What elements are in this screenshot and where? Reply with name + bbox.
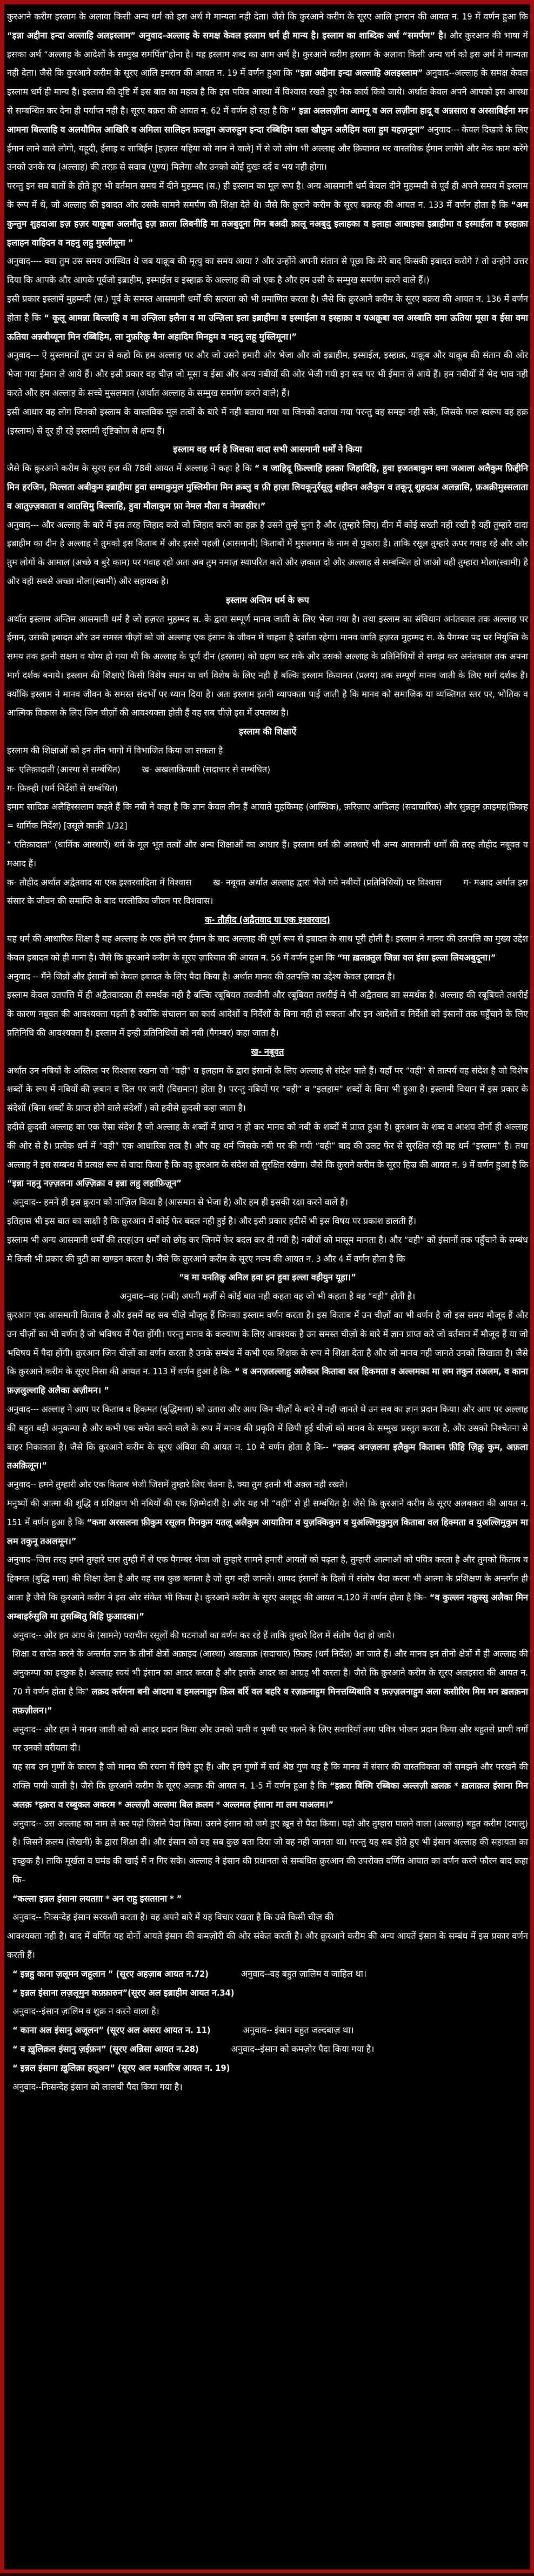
paragraph-text: इस्लाम केवल उतपत्ति में ही अद्वैतवादका ही समर्थक नही है बल्कि रबूबियत तकवीनी और रबूबियत तशरीई मे भी अद्वैतवाद का समर्थक है। अल्लाह की रबूबियते तशरीई के कारण नबूवत की आवश्यक्ता पड़ती है क्योंकि संचालन का कार्य आदेशों व निर्देशों के बिना नही हो सकता और इन आदेशों व निर्देशो को इंसानों तक पहुँचाने के लिए प्रतिनिधि की आवश्यक्ता है। इस्लाम में इन्ही प्रतिनिधियों को नबी (पैगम्बर) कहा जाता है। — [7, 990, 528, 1038]
verse-translation: अनुवाद--इंसान को कमज़ोर पैदा किया गया है। — [231, 2044, 375, 2055]
verse-translation: अनुवाद-- इंसान बहुत जल्दबाज़ था। — [243, 2025, 354, 2036]
paragraph-text: “ एतिक़ादात” (धार्मिक आस्थाऐं) धर्म के मूल भूत तत्वों और अन्य शिक्षाओं का आधार हैं। इस्लाम धर्म की आस्थाऐं भी अन्य आसमानी धर्मों की तरह तौहीद नबूवत व मआद हैं। — [7, 839, 528, 869]
paragraph — [7, 8, 528, 177]
paragraph-text: अनुवाद-- और हम ने मानव जाती को को आदर प्रदान किया और उनको पानी व पृथ्वी पर चलने के लिए सवारियाँ तथा पवित्र भोजन प्रदान किया और बहुतसे प्राणी वर्गों पर उनको वरीयता दी। — [12, 1724, 528, 1753]
paragraph-text: अर्थात उन नबियों के अस्तित्व पर विश्वास रखना जो “वही” व इलहाम के द्वारा इंसानों के लिए अल्लाह से संदेश पाते हैं। यहाँ पर “वही” से तात्पर्य वह संदेश है जो विशेष शब्दों के रूप में नबियों की ज़बान व दिल पर जारी (विद्यमान) होता है। परन्तु नबियों पर “वही” व “इलहाम” शब्दों के बिना भी हुआ है। इस्लामी विधान में इस प्रकार के संदेशों (बिना शब्दों के प्राप्त होने वाले संदेशों ) को हदीसे क़ुदसी कहा जाता है। — [7, 1065, 528, 1114]
paragraph — [7, 986, 528, 1042]
paragraph — [7, 1927, 528, 1965]
paragraph-text: क़ुरआन एक आसमानी किताब है और इसमें वह सब चीज़े मौजूद हैं जिनका इस्लाम वर्णन करता है। इस किताब में उन चीज़ों का भी वर्णन है जो इस समय मौजूद हैं और उन चीज़ों का भी वर्णन है जो भविषय में पैदा होंगी। परन्तु मानव के कल्याण के लिए आवश्यक है उन समस्त चीज़ो के बारे में ज्ञान प्राप्त करे जो वर्तमान में मौजूद हैं या जो भविषय में पैदा होंगी। क़ुरआन जिन चीज़ों का वर्णन करता है उनके सम्बंध में कभी एक शिक्षक के रूप मे शिक्षा देता है और जो मानव नही जानते उनको सिखाता है। जैसे कि क़ुरआने करीम के सूरए निसा की आयत न. 113 में वर्णन हुआ है कि- — [7, 1309, 528, 1377]
quran-verse-quote: “ व जाहिदू फ़िल्लाहि हक़्क़ा जिहादिहि, हुवा इजतबाकुम वमा जआला अलैकुम फ़िद्दीनि मिन हरजिन, मिल्लता अबीकुम इब्राहीमा हुवा सम्माकुमुल मुस्लिमीना मिन क़ब्लु व फ़ी हाज़ा लियकूनुर्रसूलु शहीदन अलैकुम व तकूनू शुहदाअ अलन्नासि, फ़अक़ीमुस्सलाता व आतुज़्ज़काता व आतसिमु बिल्लाहि, हुवा मौलाकुम फ़ा नेमल मौला व नेमन्नसीर।” — [7, 463, 528, 511]
centered-translation: अनुवाद--वह (नबी) अपनी मर्ज़ी से कोई बात नही कहता वह जो भी कहता है वह “वही” होती है। — [119, 1291, 416, 1302]
quran-verse-quote: “इन्ना नहनु नज़्ज़लना अज़्ज़िक्रा व इन्ना लहु लहाफ़िज़ून” — [7, 1178, 182, 1189]
paragraph-text: अनुवाद-- हमने ही इस क़ुरान को नाज़िल किया है (आसमान से भेजा है) और हम ही इसकी रक्षा करने वाले हैं। — [12, 1197, 349, 1208]
paragraph-text: मनुष्यों की आत्मा की शुद्धि व प्रशिक्षण भी नबियों की एक ज़िम्मेदारी है। और यह भी “वही” से ही सम्बंधित है। जैसे कि क़ुरआने करीम के सूरए अलबक़रा की आयत न. 151 में वर्णन हुआ है कि — [7, 1498, 528, 1527]
quran-verse-quote: “ इन्नल इंसाना लज़लूमुन कफ़्फ़ारुन”(सूरए अल इब्राहीम आयत न.34) — [12, 1987, 235, 1998]
paragraph-text: आवश्यक्ता नही है। बाद में वर्णित यह दोनों आयते इंसान की कमज़ोरी की ओर संकेत करती है। और क़ुरआने करीम की अन्य आयतें इंसान के सम्बंध में इस प्रकार वर्णन करती हैं। — [7, 1931, 528, 1961]
section-heading: क- तौहीद (अद्वैतवाद या एक इश्वरवाद) — [205, 915, 330, 925]
paragraph — [7, 1908, 528, 1927]
category-pair — [7, 760, 528, 779]
quran-verse-quote: “ इन्नहु काना ज़लूमन जहूलान ” (सूरए अहज़ाब आयत न.72) — [12, 1968, 209, 1979]
paragraph-text: अर्थात इस्लाम अन्तिम आसमानी धर्म है जो हज़रत मुहम्मद स. के द्वारा सम्पूर्ण मानव जाती के लिए भेजा गया है। तथा इस्लाम का संविधान अनंतकाल तक अल्लाह पर ईमान, उसकी इबादत और उन समस्त चीज़ों को जो अल्लाह एक इंसान के जीवन में चाहता है दर्शाता रहेगा। मानव जाति हज़रत मुहम्मद स. के पैगम्बर पद पर नियुक्ति के समय तक इतनी सक्षम व योग्य हो गया थी कि अल्लाह के पूर्ण दीन (इस्लाम) को ग्रहण कर सके और उसको अल्लाह के प्रतिनिधियों से समझ कर अनंतकाल तक अपना मार्ग दर्शक बनाये। इस्लाम की शिक्षाऐं किसी विशेष स्थान या वर्ग विशेष के लिए नही हैं बल्कि इस्लाम क़ियामत (प्रलय) तक सम्पूर्ण मानव जाती के लिए मार्ग दर्शक है। क्योंकि इस्लाम ने मानव जीवन के समस्त संदर्भों पर ध्यान दिया है। अतः इस्लाम इतनी व्यापकता पाई जाती है कि मानव को समाजिक या व्यक्तिगत स्तर पर, भौतिक व आत्मिक विकास के लिए जिन चीज़ों की आवश्यक्ता होती हैं वह सब चीज़े इस में उपलब्ध है। — [7, 613, 529, 718]
paragraph-text: अनुवाद -- मैंने जिन्नों और इंसानों को केवल इबादत के लिए पैदा किया है। अर्थात मानव की उतपत्ति का उद्देश्य केवल इबादत है। — [7, 971, 396, 982]
paragraph-text: अनुवाद--निःसन्देह इंसान को लालची पैदा किया गया है। — [12, 2081, 183, 2092]
paragraph — [7, 290, 528, 346]
section-heading: “व मा यनतिक़ु अनिल हवा इन हुवा इल्ला वहीयुन यूहा।” — [179, 1272, 356, 1283]
quran-verse-quote: “ व अनज़लल्लाहु अलैकल किताबा वल हिकमता व अल्लमका मा लम तकुन तअलम, व काना फ़ज़लुल्लाहि अलैका अज़ीमन। ” — [7, 1366, 528, 1396]
section-heading: इस्लाम अन्तिम धर्म के रूप — [226, 594, 309, 605]
quran-verse-quote: “ काना अल इंसानु अजूलन” (सूरए अल असरा आयत न. 11) — [12, 2025, 211, 2036]
paragraph — [7, 873, 528, 911]
paragraph — [7, 403, 528, 441]
paragraph-text: ख- नबूवत अर्थात अल्लाह द्वारा भेजे गये नबीयों (प्रतिनिधियों) पर विश्वास — [213, 877, 442, 888]
paragraph — [7, 930, 528, 968]
quran-verse-quote: “कमा अरसलना फ़ीकुम रसूलन मिनकुम यतलू अलैकुम आयातिना व युज़क्किकुम व युअल्लिमुकुमुल किताबा वल हिक्मता व युअल्लिमुकुम मा लम तकुनू तअलमून।” — [7, 1517, 528, 1546]
document-body — [4, 4, 530, 2570]
paragraph-text: इस्लाम भी अन्य आसमानी धर्मों की तरह(उन धर्मों को छोड़ कर जिनमें फेर बदल कर दी गयी है) नबीयों को मासूम मानता है। और “वही” को इंसानों तक पहुँचाने के सम्बंध मे किसी भी प्रकार की त्रुटी का खण्डन करता है। जैसे कि क़ुरआने करीम के सूरए नज्म की आयत न. 3 और 4 में वर्णन होता है कि — [7, 1234, 528, 1264]
verse-line — [7, 1984, 528, 2003]
paragraph — [7, 1306, 528, 1400]
verse-line — [7, 2059, 528, 2078]
paragraph — [7, 1212, 528, 1231]
quran-verse-quote: “ इन्नल इंसाना ख़ुलिक़ा हलूअन” (सूरए अल मआरिज आयत न. 19) — [12, 2062, 230, 2073]
paragraph-text: अनुवाद--इंसान ज़ालिम व शुक्र न करने वाला है। — [12, 2006, 159, 2017]
paragraph — [7, 346, 528, 402]
paragraph-text: अनुवाद-- निःसन्देह इंसान सरकशी करता है। वह अपने बारे में यह विचार रखता है कि उसे किसी चीज़ की — [12, 1912, 334, 1923]
verse-line — [7, 2040, 528, 2059]
verse-line — [7, 1965, 528, 1984]
paragraph — [7, 836, 528, 873]
paragraph — [7, 2002, 528, 2021]
quran-verse-quote: “ कूलू आमन्ना बिल्लाहि व मा उन्ज़िला इलैना व मा उन्ज़िला इला इब्राहीमा व इस्माईला व इस्हाक़ा व यअक़ूबा वल अस्बाति वमा ऊतिया मूसा व ईसा वमा ऊतिया अन्नबीय्यूना मिन रब्बिहिम, ला नुफ़रिक़ु बैना अहादिम मिनहुम व नहनु लहू मुस्लिमूना।” — [7, 312, 528, 342]
paragraph — [7, 1551, 528, 1626]
paragraph-text: शिक्षा व सचेत करने के अन्तर्गत ज्ञान के तीनों क्षेत्रों अक़ाइद (आस्था) अख़लाक़ (सदाचार) फ़िक़्ह (धर्म निर्देश) आ जाते हैं। और मानव इन तीनो क्षेत्रों में ही अल्लाह की अनुकम्पा का इच्छुक है। अल्लाह स्वयं भी इंसान का आदर करता है और इसके आदर का आग्रह भी करता है। जैसे कि क़ुरआने करीम के सूरए अलइसरा की आयत न. 70 में वर्णन होता है कि“ — [12, 1648, 528, 1697]
paragraph — [7, 1231, 528, 1269]
paragraph-text: अनुवाद--- अल्लाह ने आप पर किताब व हिकमत (बुद्धिमत्ता) को उतारा और आप जिन चीज़ों के बारे में नही जानते थे उन सब का ज्ञान प्रदान किया। और आप पर अल्लाह की बहुत बड़ी अनुकम्पा है और कभी एक सचेत करने वाले के रूप में मानव की प्रकृति में छिपी हुई चीज़ों को मानव के सम्मुख प्रस्तुत करता है, और उसको निश्चेतना से बाहर निकालता है। जैसे कि क़ुरआने करीम के सूरए अंबिया की आयत न. 10 मे वर्णन होता है कि-- — [7, 1403, 528, 1452]
quran-verse-quote: “अम कुन्तुम शुहदाआ इज़ हज़र याकूबा अलमौतु इज़ क़ाला लिबनीहि मा तअबुदूना मिन बअदी क़ालू नअबुदु इलाहका व इलाहा आबाइका इब्राहीमा व इस्माईला व इस्हाक़ा इलाहन वाहिदन व नहनु लहु मुस्लीमूना ” — [7, 199, 528, 248]
paragraph — [7, 177, 528, 252]
section-heading: ख- नबूवत — [251, 1046, 284, 1057]
section-heading: इस्लाम की शिक्षाऐं — [239, 726, 296, 737]
quran-verse-quote: लक़द कर्रमना बनी आदमा व हमलनाहुम फ़िल बर्रि वल बहरि व रज़क़नाहुम मिनत्तय्यिबाति व फ़ज़्ज़लनाहुम अला कसीरिम मिम मन ख़लक़ना तफ़ज़ीलन।” — [12, 1686, 528, 1716]
paragraph-text: इमाम सादिक़ अलैहिस्सलाम कहते हैं कि नबी ने कहा है कि ज्ञान केवल तीन हैं आयाते मुहकिमह (आस्थिक), फ़रिज़ाए आदिलह (सदाचारिक) और सुन्नतुन क़ाइमह(फ़िक़्ह = धार्मिक निर्देश) [उसूले काफ़ी 1/32] — [7, 802, 528, 831]
paragraph-text: ग- फ़िक़्ही (धर्म निर्देशों से सम्बंधित) — [7, 783, 118, 793]
category-item: क- एतिक़ादाती (आस्था से सम्बंधित) — [7, 764, 121, 774]
paragraph-text: अनुवाद-- उस अल्लाह का नाम ले कर पढ़ो जिसने पैदा किया। उसने इंसान को जमे हुए ख़ून से पैदा किया। पढ़ो और तुम्हारा पालने वाला (अल्लाह) बहुत करीम (दयालु) है। जिसने क़लम (लेखनी) के द्वारा शिक्षा दी। और इंसान को वह सब कुछ बता दिया जो वह नही जानता था। परन्तु यह सब होते हुए भी इंसान अल्लाह की सहायता का इच्छुक है। ताकि मूर्खता व घमंड की खाई में न गिर सके। अल्लाह ने इंसान की प्रधानता से सम्बंधित क़ुरआन की उपरोक्त वर्णित आयात का वर्णन करने फौरन बाद कहा कि– — [12, 1818, 528, 1885]
paragraph-text: अनुवाद--- केवल दिखावे के लिए ईमान लाने वाले लोगो, यहूदी, ईसाइ व साबिईन [हज़रत यहिया को मान ने वाले] में से जो लोग भी अल्लाह और क़ियामत पर वास्तविक ईमान लायेंगे और नेक काम करेंगे उनको उनके रब (अल्लाह) की तरफ़ से सवाब (पुण्य) मिलेगा और उनको कोई दुखः दर्द व भय नही होगा। — [7, 124, 528, 173]
paragraph — [7, 1626, 528, 1645]
quran-verse-quote: “इक़रा बिस्मि रब्बिका अल्लज़ी ख़लक़ * ख़लाक़ल इंसाना मिन अलक़ *इक़रा व रब्बुकल अकरम * अल्लज़ी अल्लमा बिल क़लम * अल्लमल इंसाना मा लम याअलम।” — [12, 1780, 529, 1810]
quran-verse-quote: “लक़द अनज़लना इलैकुम किताबन फ़ीहि ज़िक्रु कुम, अफ़ला तअक़िलून।” — [7, 1441, 528, 1471]
paragraph — [7, 798, 528, 836]
quran-verse-quote: “ इन्ना अललज़ीना आमनू व अल लज़ीना हादू व अन्नसारा व अस्साबिईना मन आमना बिल्लाहि व अलयौमिल आखिरि व अमिला सालिहन फ़लहुम अजरुहुम इन्दा रब्बिहिम वला खौफ़ुन अलैहिम वला हुम यहज़नूना” — [7, 105, 528, 135]
paragraph — [7, 741, 528, 760]
paragraph — [7, 1118, 528, 1193]
paragraph — [7, 1645, 528, 1720]
quran-verse-quote: “ व ख़ुलिक़ल इंसानु ज़ईफ़न” (सूरए अन्निसा आयत न.28) — [12, 2044, 199, 2055]
bottom-strip — [0, 2573, 534, 2576]
paragraph-text: क- तौहीद अर्थात अद्वैतवाद या एक इश्वरवादिता में विश्वास — [7, 877, 192, 888]
paragraph-text: हदीसे क़ुदसी अल्लाह का एक ऐसा संदेश है जो अल्लाह के शब्दों में प्राप्त न हो कर मानव को नबी के शब्दों में प्राप्त हुआ है। क़ुरआन के शब्द व आशय दोनों ही अल्लाह की ओर से है। प्रत्येक धर्म में “वही” एक आधारिक तत्व है। और वह धर्म जिसके नबी पर की गयी “वही” बाद की उलट फेर से सुरक्षित रही वह धर्म “इस्लाम” है। तथा अल्लाह ने इस सम्बन्ध में प्रत्यक्ष रूप से वादा किया है कि वह क़ुरआन के संदेश को सुरक्षित रखेगा। जैसे कि क़ुराने करीम के सूरए हिज्र की आयत न. 9 में वर्णन हुआ है कि — [7, 1122, 528, 1170]
paragraph-text: अनुवाद--- और अल्लाह के बारे में इस तरह जिहाद करो जो जिहाद करने का हक़ है उसने तुम्हे चुना है और (तुम्हारे लिए) दीन में कोई सख्ती नही रखी है यही तुम्हारे दादा इब्राहीम का दीन है अल्लाह ने तुमको इस किताब में और इससे पहली (आसमानी) किताबों में मुसलमान के नाम से पुकारा है। ताकि रसूल तुम्हारे ऊपर गवाह रहे और और तुम लोगों के आमाल (अच्छे व बुरे काम) पर गवाह रहो अतः अब तुम नमाज़ स्थापरित करो और ज़कात दो और अल्लाह से सम्बन्धित हो जाओ वही तुम्हारा मौला(स्वामी) है और वही सबसे अच्छा मौला(स्वामी) और सहायक है। — [7, 519, 528, 586]
paragraph — [7, 516, 528, 591]
paragraph-text: अनुवाद---- क्या तुम उस समय उपस्थित थे जब याक़ूब की मृत्यु का समय आया ? और उन्होंने अपनी संतान से पूछा कि मेरे बाद किसकी इबादत करोगे ? तो उन्होने उत्तर दिया कि आपके और आपके पूर्वजो इब्राहीम, इस्माईल व इस्हाक़ के अल्लाह की जो एक है और हम उसी के सम्मुख समर्पण करने वाले हैं।) — [7, 256, 528, 286]
paragraph — [7, 1720, 528, 1758]
verse-translation: अनुवाद--वह बहुत ज़ालिम व जाहिल था। — [241, 1968, 367, 1979]
quran-verse-quote: “मा ख़लक़्तुल जिन्ना वल इंसा इल्ला लियअबुदूना।” — [337, 952, 496, 963]
paragraph-text: इसी आधार वह लोग जिनको इस्लाम के वास्तविक मूल तत्वों के बारे में नही बताया गया या जिनको बताया गया परन्तु वह समझ नही सके, जिसके फल स्वरूप वह हक़ (इस्लाम) से दूर ही रहे इस्लामी दृष्टिकोण से क्षम्य हैं। — [7, 406, 528, 436]
paragraph-text: इसी प्रकार इस्लामें मुहम्मदी (स.) पूर्व के समस्त आसमानी धर्मों की सत्यता को भी प्रमाणित करता है। जैसे कि क़ुरआने करीम के सूरए बक़रा की आयत न. 136 में वर्णन होता है कि — [7, 293, 528, 323]
paragraph — [7, 2078, 528, 2097]
paragraph — [7, 1062, 528, 1118]
paragraph-text: जैसे कि क़ुरआने करीम के सूरए हज की 78वी आयत में अल्लाह ने कहा है कि — [7, 463, 255, 474]
paragraph — [7, 779, 528, 798]
category-item: ख- अखलाक़ियाती (सदाचार से सम्बंधित) — [142, 764, 270, 774]
paragraph — [7, 459, 528, 515]
paragraph — [7, 1494, 528, 1551]
quran-verse-quote: “इन्ना अद्दीना इन्दा अल्लाहि अलइस्लाम” — [295, 68, 423, 78]
paragraph-text: अनुवाद-- हमने तुम्हारी ओर एक किताब भेजी जिसमें तुम्हारे लिए चेतना है, क्या तुम इतनी भी अक़्ल नही रखते। — [7, 1479, 348, 1490]
paragraph-text: इतिहास भी इस बात का साक्षी है कि क़ुरआन में कोई फेर बदल नही हुई है। और इसी प्रकार हदीसें भी इस विषय पर प्रकाश डालती हैं। — [7, 1216, 417, 1226]
paragraph-text: और कुरआन की भाषा में इसका अर्थ “अल्लाह के आदेशों के सम्मुख समर्पित”होना है। यह इस्लाम शब्द का आम अर्थ है। कुरआने करीम इस्लाम के अलावा किसी अन्य धर्म को इस अर्थ मे मान्यता नही देता। जैसे कि कुरआने करीम के सूरए आलि इमरान की आयत न. 19 में वर्णन हुआ कि — [7, 30, 528, 78]
paragraph-text: यह सब उन गुणों के कारण है जो मानव की रचना में छिपे हुए हैं। और इन गुणों में सर्व श्रेष्ठ गुण यह है कि मानव में संसार की वास्तविकता को समझने और परखने की शक्ति पायी जाती है। जैसे कि क़ुरआने करीम के सूरए अलक़ की आयत न. 1-5 में वर्णन हुआ है कि — [12, 1762, 528, 1791]
paragraph — [7, 252, 528, 290]
paragraph — [7, 968, 528, 986]
paragraph-text: अनुवाद--अल्लाह के समक्ष केवल इस्लाम धर्म ही मान्य है। इस्लाम की दृष्टि में इस बात का महत्व है कि इस पवित्र आस्था में विश्वास रखते हुए नेक कार्य किये जाये। अर्थात केवल अपने आपको इस आस्था से सम्बन्धित कर देना ही पर्याप्त नही है। सूरए बक़रा की आयत न. 62 में वर्णन हो रहा है कि — [7, 68, 528, 116]
paragraph-text: ग- मआद अर्थात इस संसार के जीवन की समाप्ति के बाद परलोकिय जीवन पर विशवास। — [7, 877, 528, 906]
paragraph — [7, 1400, 528, 1475]
paragraph — [7, 1815, 528, 1890]
paragraph — [7, 610, 528, 723]
paragraph-text: इस्लाम की शिक्षाओं को इन तीन भागो में विभाजित किया जा सकता है — [7, 745, 223, 756]
paragraph-text: अनुवाद-- और हम आप के (सामने) पराचीन रसूलों की घटनाओं का वर्णन कर रहे हैं ताकि तुम्हारे दिल में संतोष पैदा हो जाये। — [12, 1630, 395, 1640]
paragraph — [7, 1475, 528, 1494]
verse-line — [7, 2021, 528, 2040]
paragraph — [7, 1193, 528, 1212]
paragraph-text: परन्तु इन सब बातों के होते हुए भी वर्तमान समय में दीने मुहम्मद (स.) ही इस्लाम का मूल रूप है। अन्य आसमानी धर्म केवल दीने मुहम्मदी से पूर्व ही अपने समय में इस्लाम के रूप में थे, जो अल्लाह की इबादत ओर उसके सामने समर्पण की शिक्षा देते थे। जैसे कि क़ुराने करीम के सूरए बक़रह की आयत न. 133 में वर्णन होता है कि — [7, 181, 528, 210]
paragraph-text: अनुवाद--- ऐ मुस्लमानों तुम उन से कहो कि हम अल्लाह पर और जो उसने हमारी ओर भेजा और जो इब्राहीम, इस्माईल, इस्हाक़, याक़ूब और याक़ूब की संतान की ओर भेजा गया ईमान ले आये हैं। और इसी प्रकार वह चीज़ जो मूसा व ईसा और अन्य नबीयों की ओर भेजी गयी इन सब पर भी ईमान ले आये हैं। हम नबीयों में भेद भाव नही करते और हम अल्लाह के सच्चे मुसलमान (अर्थात अल्लाह के सम्मुख समर्पण करने वाले) हैं। — [7, 350, 528, 398]
quran-verse-quote: “इन्ना अद्दीना इन्दा अल्लाहि अलइस्लाम” अनुवाद–अल्लाह के समक्ष केवल इस्लाम धर्म ही मान्य है। इस्लाम का शाब्दिक अर्थ “समर्पण” है। — [7, 30, 446, 41]
quran-verse-quote: “व कुल्लन नक़ुस्सु अलैका मिन अम्बाइर्रुसुलि मा तुसब्बितु बिहि फ़ुआदका।” — [7, 1592, 528, 1621]
paragraph-text: यह धर्म की आधारिक शिक्षा है यह अल्लाह के एक होने पर ईमान के बाद अल्लाह की पूर्ण रूप से इबादत के साथ पूरी होती है। इस्लाम ने मानव की उतपत्ति का मुख्य उद्देश केवल इबादत को ही माना है। जैसे कि क़ुरआने करीम के सूरए ज़ारियात की आयत न. 56 में वर्णन हुआ कि — [7, 933, 529, 963]
section-heading: इस्लाम वह धर्म है जिसका वादा सभी आसमानी धर्मों ने किया — [173, 444, 362, 455]
paragraph-text: अनुवाद--जिस तरह हमने तुम्हारे पास तुम्ही में से एक पैगम्बर भेजा जो तुम्हारे सामने हमारी आयतों को पढ़ता है, तुम्हारी आत्माओं को पवित्र करता है और तुमको किताब व हिक्मत (बुद्धि मत्ता) की शिक्षा देता है और वह सब कुछ बताता है जो तुम नही जानते। शायद इंसानों के दिलों में संतोष पैदा करना भी आत्मा के प्रशिक्षण के अन्तर्गत ही आता है जैसे कि क़ुरआने करीम ने इस ओर संकेत भी किया है। क़ुरआने करीम के सूरए अलहूद की आयत न.120 में वर्णन होता है कि– — [7, 1554, 528, 1602]
quran-verse-quote: “कल्ला इन्नल इंसाना लयतग़ा * अन राहु इसतग़ना * ” — [12, 1893, 182, 1904]
paragraph-text: कुरआने करीम इस्लाम के अलावा किसी अन्य धर्म को इस अर्थ मे मान्यता नही देता। जैसे कि कुरआने करीम के सूरए आलि इमरान की आयत न. 19 में वर्णन हुआ कि — [7, 11, 528, 22]
paragraph — [7, 1758, 528, 1814]
